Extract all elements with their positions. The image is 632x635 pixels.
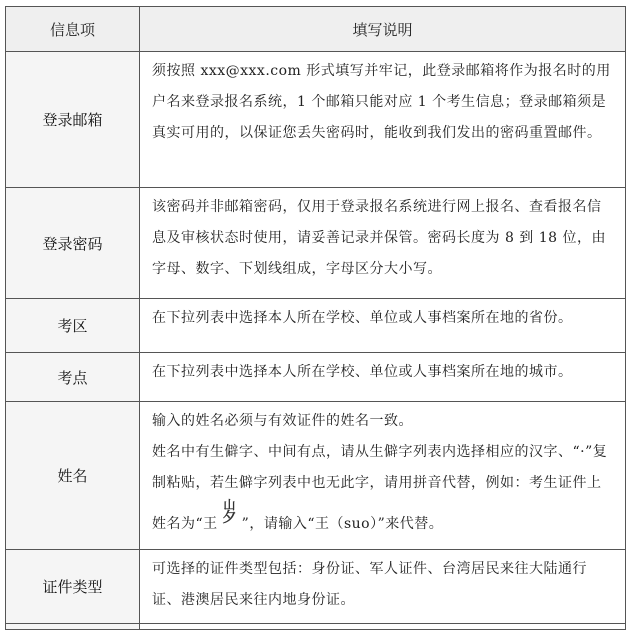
row-label: 考点 bbox=[6, 353, 140, 402]
description-text-part: 姓名中有生僻字、中间有点，请从生僻字列表内选择相应的汉字、“·”复制粘贴，若生僻字列表中也无此字，请用拼音代替，例如：考生证件上姓名为“王 bbox=[152, 444, 608, 532]
table-row-exam-site bbox=[6, 353, 626, 402]
row-label: 考区 bbox=[6, 299, 140, 353]
description-text: 在下拉列表中选择本人所在学校、单位或人事档案所在地的省份。 bbox=[152, 310, 573, 326]
row-description bbox=[140, 299, 626, 353]
row-label: 姓名 bbox=[6, 402, 140, 550]
table-row-truncated bbox=[6, 624, 626, 630]
table-row-login-password bbox=[6, 188, 626, 299]
description-text: 在下拉列表中选择本人所在学校、单位或人事档案所在地的城市。 bbox=[152, 364, 573, 380]
row-label: 登录邮箱 bbox=[6, 52, 140, 188]
description-text: 该密码并非邮箱密码，仅用于登录报名系统进行网上报名、查看报名信息及审核状态时使用，请妥善记录并保管。密码长度为 8 到 18 位，由字母、数字、下划线组成，字母区分大小写。 bbox=[152, 199, 607, 277]
row-description bbox=[140, 188, 626, 299]
description-text-part: ”，请输入“王（suo）”来代替。 bbox=[241, 516, 444, 532]
row-label: 证件类型 bbox=[6, 550, 140, 624]
row-label: 登录密码 bbox=[6, 188, 140, 299]
description-text: 可选择的证件类型包括：身份证、军人证件、台湾居民来往大陆通行证、港澳居民来往内地身份证。 bbox=[152, 561, 587, 608]
row-description bbox=[140, 353, 626, 402]
rare-character-glyph bbox=[218, 499, 242, 525]
row-label bbox=[6, 624, 140, 630]
header-description: 填写说明 bbox=[140, 7, 626, 52]
row-description bbox=[140, 402, 626, 550]
description-text bbox=[152, 437, 615, 540]
row-description bbox=[140, 52, 626, 188]
instructions-table bbox=[5, 6, 626, 630]
header-item: 信息项 bbox=[6, 7, 140, 52]
description-text: 输入的姓名必须与有效证件的姓名一致。 bbox=[152, 413, 413, 429]
table-row-exam-region bbox=[6, 299, 626, 353]
rare-char-top: 山 bbox=[223, 498, 236, 512]
description-text: 须按照 xxx@xxx.com 形式填写并牢记，此登录邮箱将作为报名时的用户名来登录报名系统，1 个邮箱只能对应 1 个考生信息；登录邮箱须是真实可用的，以保证您丢失密码时，能收到我们发出的密码重置邮件。 bbox=[152, 63, 611, 141]
row-description bbox=[140, 624, 626, 630]
rare-char-bottom: 夕 bbox=[222, 510, 237, 526]
table-row-name bbox=[6, 402, 626, 550]
table-row-id-type bbox=[6, 550, 626, 624]
table-row-login-email bbox=[6, 52, 626, 188]
header-row bbox=[6, 7, 626, 52]
row-description bbox=[140, 550, 626, 624]
